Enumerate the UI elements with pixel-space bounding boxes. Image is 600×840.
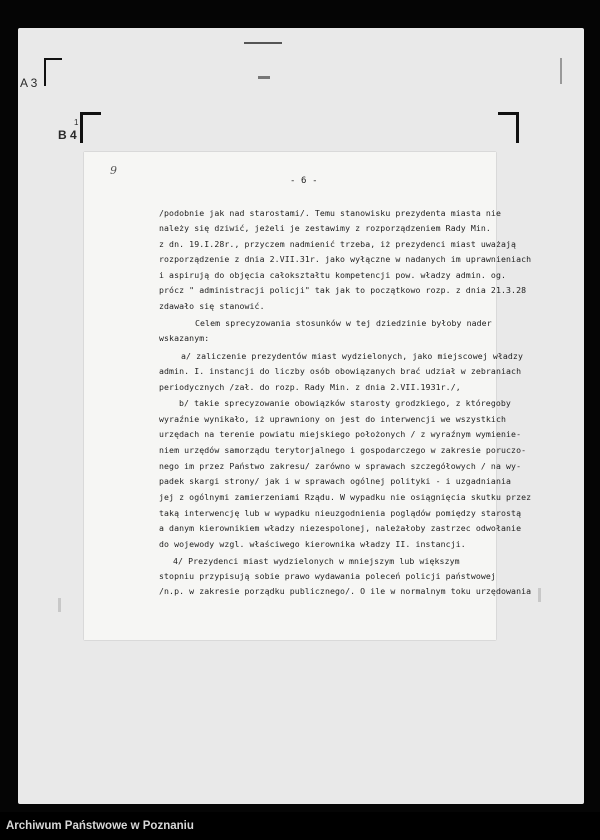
page-number: - 6 -: [290, 176, 318, 186]
frame-marker-b4-small: 1: [74, 118, 79, 127]
text-line: rozporządzenie z dnia 2.VII.31r. jako wyłączne w nadanych im uprawnieniach: [159, 254, 532, 264]
text-line: niem urzędów samorządu terytorjalnego i gospodarczego w zakresie poruczo-: [159, 445, 527, 455]
text-line: Celem sprecyzowania stosunków w tej dziedzinie byłoby nader: [195, 318, 492, 328]
archive-footer: [0, 812, 600, 840]
text-line: periodycznych /zał. do rozp. Rady Min. z dnia 2.VII.1931r./,: [159, 382, 461, 392]
text-line: stopniu przypisują sobie prawo wydawania poleceń policji państwowej: [159, 571, 496, 581]
text-line: /n.p. w zakresie porządku publicznego/. O ile w normalnym toku urzędowania: [159, 586, 532, 596]
text-line: /podobnie jak nad starostami/. Temu stanowisku prezydenta miasta nie: [159, 208, 501, 218]
text-line: zdawało się stanowić.: [159, 301, 265, 311]
scan-speck-left: [58, 598, 61, 612]
document-page: [84, 152, 532, 640]
text-line: urzędach na terenie powiatu miejskiego położonych / z wyraźnym wymienie-: [159, 429, 522, 439]
text-line: nego im przez Państwo zakresu/ zarówno w sprawach szczegółowych / na wy-: [159, 461, 522, 471]
archive-name: Archiwum Państwowe w Poznaniu: [6, 820, 194, 832]
frame-bracket-right-top: [558, 58, 562, 84]
scan-speck-right: [538, 588, 541, 602]
scan-speck: [258, 76, 270, 79]
frame-bracket-b4: [80, 112, 101, 143]
frame-bracket-right-b4: [498, 112, 519, 143]
text-line: należy się dziwić, jeżeli je zestawimy z rozporządzeniem Rady Min.: [159, 223, 491, 233]
text-line: taką interwencję lub w wypadku nieuzgodnienia poglądów pomiędzy starostą: [159, 508, 522, 518]
text-line: i aspirują do objęcia całokształtu kompetencji pow. władzy admin. og.: [159, 270, 507, 280]
text-line: a danym kierownikiem władzy niezespolonej, należałoby zastrzec odwołanie: [159, 523, 522, 533]
text-line: do wojewody wzgl. właściwego kierownika władzy II. instancji.: [159, 539, 466, 549]
handwritten-page-number: 9: [110, 164, 118, 177]
text-line: admin. I. instancji do liczby osób obowiązanych brać udział w zebraniach: [159, 366, 522, 376]
frame-marker-b4: B 4: [58, 128, 77, 142]
text-line: b/ takie sprecyzowanie obowiązków starosty grodzkiego, z któregoby: [179, 398, 511, 408]
text-line: jej z ogólnymi zamierzeniami Rządu. W wypadku nie osiągnięcia skutku przez: [159, 492, 532, 502]
scan-dash-top: [244, 42, 282, 44]
text-line: padek skargi strony/ jak i w sprawach ogólnej polityki - i uzgadniania: [159, 476, 512, 486]
text-line: wyraźnie wynikało, iż uprawniony on jest do interwencji we wszystkich: [159, 414, 507, 424]
text-line: a/ zaliczenie prezydentów miast wydzielonych, jako miejscowej władzy: [181, 351, 523, 361]
text-line: prócz " administracji policji" tak jak to początkowo rozp. z dnia 21.3.28: [159, 285, 527, 295]
text-line: 4/ Prezydenci miast wydzielonych w mniejszym lub większym: [173, 556, 460, 566]
text-line: z dn. 19.I.28r., przyczem nadmienić trzeba, iż prezydenci miast uważają: [159, 239, 517, 249]
frame-bracket-a3: [44, 58, 62, 86]
text-line: wskazanym:: [159, 333, 210, 343]
frame-marker-a3: A 3: [20, 76, 38, 90]
